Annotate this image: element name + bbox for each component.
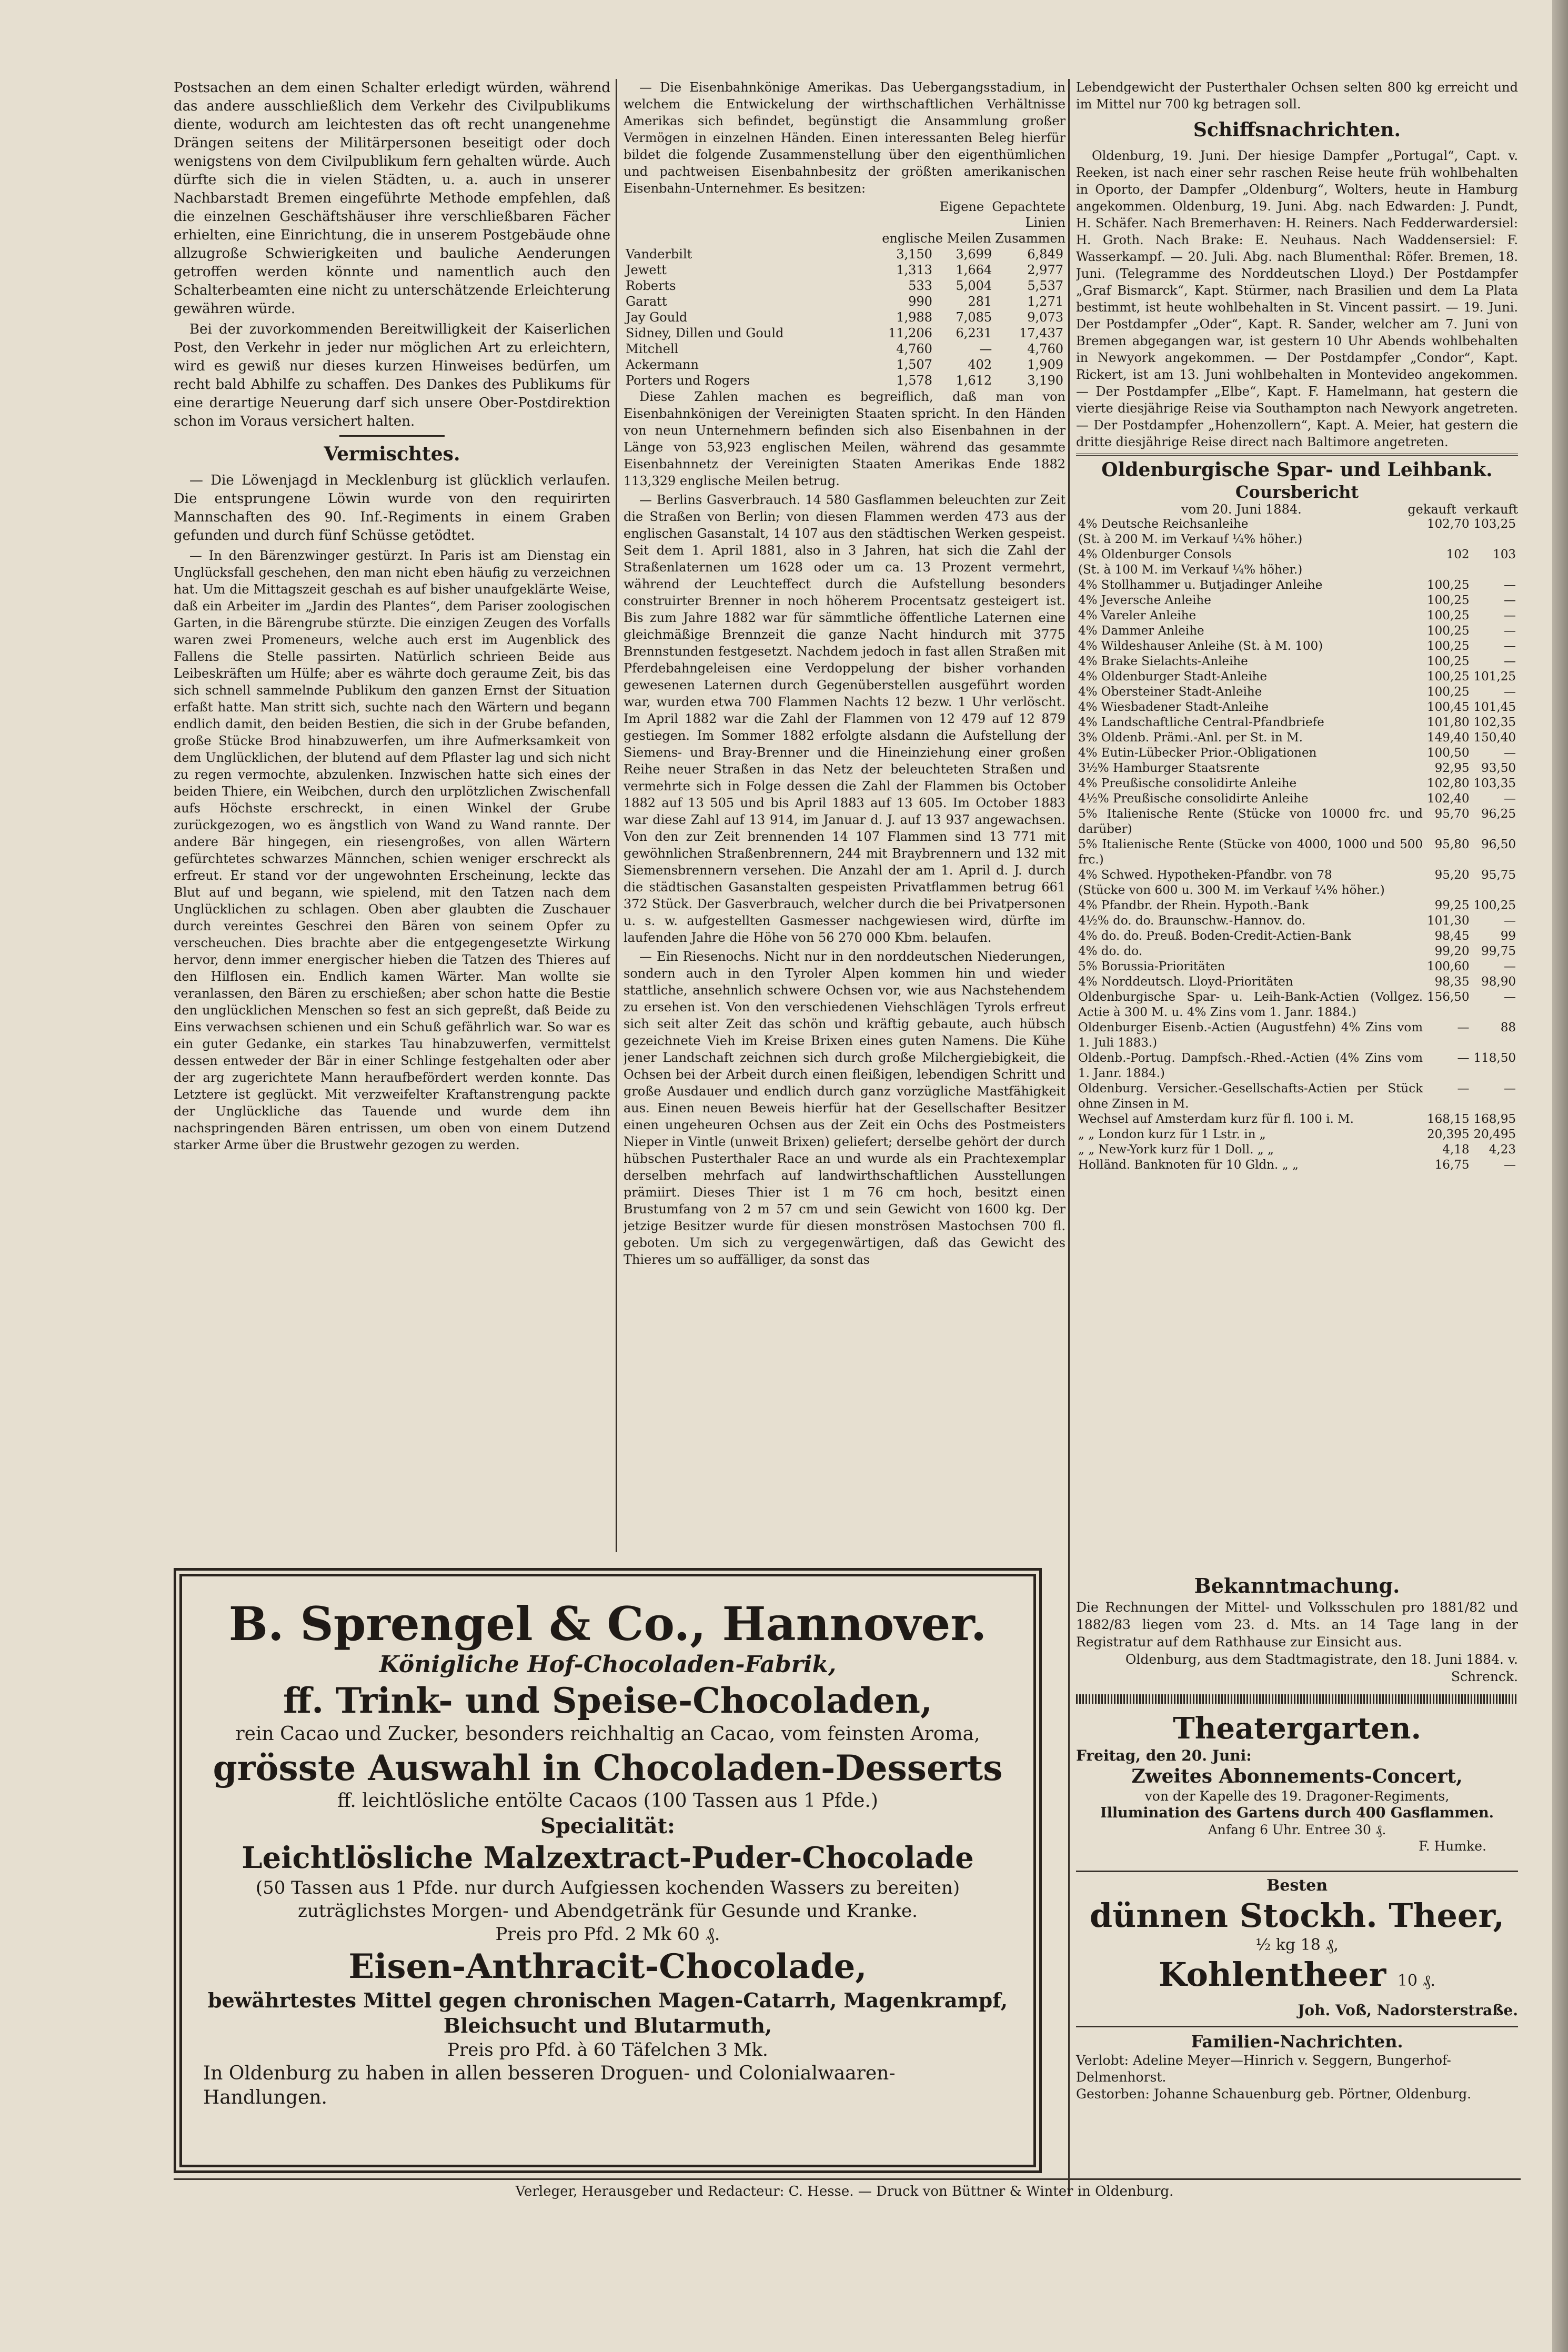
table-cell: 16,75	[1434, 1158, 1470, 1172]
table-cell: 101,25	[1473, 670, 1516, 684]
ad-price: Preis pro Pfd. à 60 Täfelchen 3 Mk.	[447, 2039, 768, 2060]
table-row	[1076, 1051, 1518, 1081]
notice-text: Die Rechnungen der Mittel- und Volksschulen pro 1881/82 und 1882/83 liegen vom 23. d. Mts. an 14 Tage lang in der Registratur auf dem Rathhause zur Einsicht aus.	[1076, 1600, 1518, 1650]
table-row	[1076, 624, 1518, 639]
table-cell: —	[1504, 609, 1516, 622]
table-cell: Holländ. Banknoten für 10 Gldn. „ „	[1078, 1158, 1299, 1172]
table-cell: 103	[1493, 548, 1516, 561]
table-row	[1076, 1081, 1518, 1112]
table-cell: 1,313	[896, 263, 932, 277]
table-cell: 95,70	[1434, 807, 1470, 821]
table-cell: 4% Brake Sielachts-Anleihe	[1078, 655, 1248, 668]
table-cell: —	[1504, 624, 1516, 638]
table-cell: 99,25	[1434, 899, 1470, 912]
table-cell: 102	[1446, 548, 1470, 561]
table-row	[1076, 791, 1518, 807]
table-row	[1076, 837, 1518, 868]
table-row	[624, 373, 1066, 388]
table-row	[1076, 761, 1518, 776]
ad-line: bewährtestes Mittel gegen chronischen Magen-Catarrh, Magenkrampf, Bleichsucht und Blutarmuth,	[208, 1988, 1008, 2037]
table-cell: —	[1504, 990, 1516, 1004]
table-cell: 100,50	[1427, 746, 1470, 760]
table-row	[1076, 547, 1518, 562]
table-cell: Roberts	[626, 278, 676, 293]
table-cell: 4% Wiesbadener Stadt-Anleihe	[1078, 700, 1269, 714]
article-text: Bei der zuvorkommenden Bereitwilligkeit der Kaiserlichen Post, den Verkehr in jeder nur möglichen Art zu erleichtern, wird es gewiß nur dieses kurzen Hinweises bedürfen, um recht bald Abhilfe zu schaffen. Des Dankes des Publikums für eine derartige Neuerung darf sich unsere Ober-Postdirektion schon im Voraus versichert halten.	[174, 321, 610, 429]
theater-line: von der Kapelle des 19. Dragoner-Regiments,	[1144, 1788, 1450, 1804]
table-cell: (St. à 200 M. im Verkauf ¼% höher.)	[1078, 532, 1303, 546]
table-row	[1076, 639, 1518, 654]
table-row	[1076, 944, 1518, 959]
table-row	[1076, 593, 1518, 608]
table-cell: 1,988	[896, 310, 932, 325]
theater-line: Illumination des Gartens durch 400 Gasflammen.	[1100, 1805, 1494, 1821]
table-row	[624, 309, 1066, 325]
table-cell: „ „ New-York kurz für 1 Doll. „ „	[1078, 1143, 1274, 1157]
table-cell: 99,75	[1481, 944, 1516, 958]
table-cell: —	[979, 341, 992, 356]
table-cell: 20,395	[1427, 1128, 1470, 1141]
table-cell: —	[1457, 1082, 1470, 1095]
table-cell: —	[1504, 1082, 1516, 1095]
table-cell: 2,977	[1027, 263, 1063, 277]
table-cell: 17,437	[1019, 326, 1063, 340]
table-cell: —	[1504, 746, 1516, 760]
table-cell: 5% Borussia-Prioritäten	[1078, 960, 1225, 973]
table-header: Eigene Gepachtete Linien englische Meilen Zusammen	[882, 199, 1066, 246]
theater-heading: Theatergarten.	[1173, 1711, 1421, 1746]
table-cell: 100,25	[1427, 624, 1470, 638]
ad-line: (50 Tassen aus 1 Pfde. nur durch Aufgiessen kochenden Wassers zu bereiten) zuträglichstes Morgen- und Abendgetränk für Gesunde und Kranke.	[255, 1877, 960, 1922]
table-cell: 4% do. do. Preuß. Boden-Credit-Actien-Bank	[1078, 929, 1351, 943]
page-edge	[1552, 0, 1568, 2352]
table-cell: 1,664	[956, 263, 992, 277]
table-cell: 5% Italienische Rente (Stücke von 4000, 1000 und 500 frc.)	[1078, 838, 1423, 867]
table-row	[1076, 562, 1518, 578]
table-cell: 4½% Preußische consolidirte Anleihe	[1078, 792, 1309, 806]
table-cell: Sidney, Dillen und Gould	[626, 326, 784, 340]
table-cell: 9,073	[1027, 310, 1063, 325]
theater-date: Freitag, den 20. Juni:	[1076, 1747, 1252, 1764]
table-cell: 4,18	[1442, 1143, 1470, 1157]
table-cell: 100,25	[1427, 655, 1470, 668]
notice-block	[1076, 1573, 1518, 1685]
section-heading: Schiffsnachrichten.	[1193, 119, 1401, 141]
tar-best: Besten	[1266, 1876, 1328, 1895]
table-row	[1076, 608, 1518, 624]
table-row	[624, 278, 1066, 294]
table-cell: 101,80	[1427, 716, 1470, 729]
table-cell: 103,25	[1473, 517, 1516, 531]
table-cell: 96,25	[1481, 807, 1516, 821]
section-heading: Vermischtes.	[324, 443, 460, 465]
ad-line: Leichtlösliche Malzextract-Puder-Chocolade	[242, 1841, 974, 1875]
ad-line: In Oldenburg zu haben in allen besseren Droguen- und Colonialwaaren-Handlungen.	[203, 2063, 896, 2108]
divider	[1076, 2026, 1518, 2027]
divider	[1076, 1871, 1518, 1872]
table-row	[1076, 685, 1518, 700]
bottom-rule	[174, 2178, 1521, 2180]
table-row	[1076, 715, 1518, 730]
table-cell: 93,50	[1481, 761, 1516, 775]
table-row	[1076, 1158, 1518, 1173]
table-cell: 4,760	[896, 341, 932, 356]
table-cell	[1472, 883, 1518, 898]
bank-heading: Oldenburgische Spar- und Leihbank.	[1101, 459, 1493, 481]
table-cell: —	[1504, 960, 1516, 973]
table-row	[1076, 883, 1518, 898]
table-cell: 4% Schwed. Hypotheken-Pfandbr. von 78	[1078, 868, 1332, 882]
article-text: Diese Zahlen machen es begreiflich, daß man von Eisenbahnkönigen der Vereinigten Staaten spricht. In den Händen von neun Unternehmern befinden sich also Eisenbahnen in der Länge von 53,923 englischen Meilen, während das gesammte Eisenbahnnetz der Vereinigten Staaten Amerikas Ende 1882 113,329 englische Meilen betrug.	[624, 389, 1066, 488]
table-cell: 99,20	[1434, 944, 1470, 958]
table-cell: 4,23	[1489, 1143, 1516, 1157]
table-row	[624, 357, 1066, 373]
divider	[339, 435, 445, 437]
table-cell: 3,190	[1027, 373, 1063, 388]
table-cell: 95,75	[1481, 868, 1516, 882]
table-cell: 100,25	[1427, 670, 1470, 684]
table-cell: 4% Obersteiner Stadt-Anleihe	[1078, 685, 1262, 699]
table-cell: —	[1504, 792, 1516, 806]
shipping-news: Oldenburg, 19. Juni. Der hiesige Dampfer „Portugal“, Capt. v. Reeken, ist nach einer sehr raschen Reise heute früh wohlbehalten in Oporto, der Dampfer „Oldenburg“, Wolters, heute in Hamburg angekommen. Oldenburg, 19. Juni. Abg. nach Edwarden: J. Pundt, H. Schäfer. Nach Bremerhaven: H. Reiners. Nach Fedderwardersiel: H. Groth. Nach Brake: E. Neuhaus. Nach Waddensersiel: F. Wasserkampf. — 20. Juli. Abg. nach Blumenthal: Röfer. Bremen, 18. Juni. (Telegramme des Norddeutschen Lloyd.) Der Postdampfer „Graf Bismarck“, Kapt. Stürmer, nach Brasilien und dem La Plata bestimmt, ist heute wohlbehalten in St. Vincent passirt. — 19. Juni. Der Postdampfer „Oder“, Kapt. R. Sander, welcher am 7. Juni von Bremen abgegangen war, ist gestern 10 Uhr Abends wohlbehalten in Newyork angekommen. — Der Postdampfer „Condor“, Kapt. Rickert, ist am 13. Juni wohlbehalten in Montevideo angekommen. — Der Postdampfer „Elbe“, Kapt. F. Hamelmann, hat gestern die vierte diesjährige Reise via Southampton nach Newyork angetreten. — Der Postdampfer „Hohenzollern“, Kapt. A. Meier, hat gestern die dritte diesjährige Reise direct nach Baltimore angetreten.	[1076, 148, 1518, 449]
table-cell: (Stücke von 600 u. 300 M. im Verkauf ¼% höher.)	[1078, 883, 1385, 897]
table-row	[1076, 868, 1518, 883]
hatched-divider	[1076, 1694, 1518, 1704]
table-cell: Vanderbilt	[626, 247, 692, 262]
table-cell: 3½% Hamburger Staatsrente	[1078, 761, 1260, 775]
table-cell	[1425, 532, 1471, 547]
table-cell: 103,35	[1473, 777, 1516, 790]
table-cell: 1,578	[896, 373, 932, 388]
chocolate-ad	[174, 1568, 1042, 2173]
table-row	[1076, 807, 1518, 837]
table-cell: 149,40	[1427, 731, 1470, 745]
table-cell: 4% Preußische consolidirte Anleihe	[1078, 777, 1297, 790]
table-cell: 1,909	[1027, 357, 1063, 372]
table-cell: 4% do. do.	[1078, 944, 1143, 958]
table-cell: 168,95	[1473, 1112, 1516, 1126]
table-row	[624, 262, 1066, 278]
table-row	[624, 246, 1066, 262]
table-cell: 102,40	[1427, 792, 1470, 806]
table-cell	[1425, 883, 1471, 898]
table-row	[1076, 1127, 1518, 1142]
table-cell: „ „ London kurz für 1 Lstr. in „	[1078, 1128, 1266, 1141]
table-cell: 6,231	[956, 326, 992, 340]
table-cell: 4% Norddeutsch. Lloyd-Prioritäten	[1078, 975, 1293, 989]
article-text: — Ein Riesenochs. Nicht nur in den norddeutschen Niederungen, sondern auch in den Tyroler Alpen kommen hin und wieder stattliche, ansehnlich schwere Ochsen vor, wie aus Nachstehendem zu ersehen ist. Von den verschiedenen Viehschlägen Tyrols erfreut sich seit alter Zeit das schön und kräftig gebaute, auch hübsch gezeichnete Vieh im Kreise Brixen eines guten Namens. Die Kühe jener Landschaft zeichnen sich durch große Milchergiebigkeit, die Ochsen bei der Arbeit durch einen fleißigen, lebendigen Schritt und große Ausdauer und endlich durch ganz vorzügliche Mastfähigkeit aus. Einen neuen Beweis hierfür hat der Gesellschafter Besitzer einen ungeheuren Ochsen aus der Zeit ein Ochs des Postmeisters Nieper in Vintle (unweit Brixen) geliefert; derselbe gehört der durch hübschen Pusterthaler Race an und wurde als ein Prachtexemplar derselben mehrfach auf landwirthschaftlichen Ausstellungen prämiirt. Dieses Thier ist 1 m 76 cm hoch, besitzt einen Brustumfang von 2 m 57 cm und sein Gewicht von 1600 kg. Der jetzige Besitzer wurde für diesen monströsen Mastochsen 700 fl. geboten. Um sich zu vergegenwärtigen, daß das Gewicht des Thieres um so auffälliger, da sonst das	[624, 949, 1066, 1267]
table-row	[1076, 654, 1518, 669]
table-cell	[1472, 562, 1518, 578]
table-cell: 100,25	[1427, 594, 1470, 607]
table-cell: 118,50	[1473, 1051, 1516, 1065]
table-row	[1076, 776, 1518, 791]
table-cell: 533	[908, 278, 932, 293]
column-rule	[616, 79, 617, 1552]
table-cell: 4% Pfandbr. der Rhein. Hypoth.-Bank	[1078, 899, 1309, 912]
table-cell: 100,25	[1427, 609, 1470, 622]
table-cell: 102,70	[1427, 517, 1470, 531]
table-row	[1076, 1142, 1518, 1158]
tar-coal: Kohlentheer	[1158, 1955, 1386, 1994]
table-cell: 1,612	[956, 373, 992, 388]
family-line: Verlobt: Adeline Meyer—Hinrich v. Seggern, Bungerhof-Delmenhorst.	[1076, 2053, 1451, 2085]
table-cell: —	[1504, 914, 1516, 928]
bank-date-row: vom 20. Juni 1884. gekauft verkauft	[1181, 502, 1518, 517]
table-cell: 11,206	[888, 326, 932, 340]
table-row	[1076, 959, 1518, 974]
table-cell: 156,50	[1427, 990, 1470, 1004]
theater-line: Anfang 6 Uhr. Entree 30 ₰.	[1208, 1822, 1386, 1837]
ad-line: rein Cacao und Zucker, besonders reichhaltig an Cacao, vom feinsten Aroma,	[235, 1723, 980, 1745]
table-cell: 4% Dammer Anleihe	[1078, 624, 1204, 638]
table-row	[1076, 929, 1518, 944]
table-cell: 1,271	[1027, 294, 1063, 309]
table-cell: 4% Deutsche Reichsanleihe	[1078, 517, 1249, 531]
table-cell: 102,80	[1427, 777, 1470, 790]
table-cell: 5,004	[956, 278, 992, 293]
tar-coal-price: 10 ₰.	[1397, 1972, 1436, 1990]
table-row	[1076, 974, 1518, 990]
table-cell: 4% Stollhammer u. Butjadinger Anleihe	[1078, 578, 1323, 592]
table-cell: —	[1504, 685, 1516, 699]
family-news	[1076, 2031, 1518, 2103]
table-cell: 3,150	[896, 247, 932, 262]
family-line: Gestorben: Johanne Schauenburg geb. Pörtner, Oldenburg.	[1076, 2086, 1472, 2102]
table-cell: 4,760	[1027, 341, 1063, 356]
table-cell: 1,507	[896, 357, 932, 372]
table-cell: 7,085	[956, 310, 992, 325]
table-row	[1076, 898, 1518, 913]
table-cell: (St. à 100 M. im Verkauf ¼% höher.)	[1078, 563, 1303, 577]
table-cell: —	[1504, 1158, 1516, 1172]
article-text: Postsachen an dem einen Schalter erledigt würden, während das andere ausschließlich dem Verkehr des Civilpublikums diente, wodurch am leichtesten das oft recht unangenehme Drängen seitens der Militärpersonen beseitigt oder doch wenigstens von dem Civilpublikum fern gehalten würde. Auch dürfte sich die in vielen Städten, u. a. auch in unserer Nachbarstadt Bremen eingeführte Methode empfehlen, daß die einzelnen Geschäftshäuser ihre verschließbaren Fächer erhielten, eine Einrichtung, die in unserem Postgebäude ohne allzugroße Schwierigkeiten und bauliche Aenderungen getroffen werden könnte und namentlich auch den Schalterbeamten eine nicht zu unterschätzende Erleichterung gewähren würde.	[174, 80, 610, 317]
tar-sign: Joh. Voß, Nadorsterstraße.	[1298, 2002, 1518, 2019]
table-row	[1076, 532, 1518, 547]
table-row	[1076, 517, 1518, 532]
table-row	[1076, 990, 1518, 1020]
table-cell: —	[1457, 1021, 1470, 1034]
table-cell: —	[1504, 594, 1516, 607]
table-cell: —	[1504, 578, 1516, 592]
tar-price: ½ kg 18 ₰,	[1255, 1936, 1339, 1954]
article-text: — Berlins Gasverbrauch. 14 580 Gasflammen beleuchten zur Zeit die Straßen von Berlin; von diesen Flammen werden 473 aus der englischen Gasanstalt, 14 107 aus den städtischen Werken gespeist. Seit dem 1. April 1881, also in 3 Jahren, hat sich die Zahl der Straßenlaternen um 1628 oder um ca. 13 Prozent vermehrt, während der Leuchteffect durch die Aufstellung besonders construirter Brenner in noch höherem Procentsatz gesteigert ist. Bis zum Jahre 1882 war für sämmtliche öffentliche Laternen eine gleichmäßige Brennzeit die ganze Nacht hindurch mit 3775 Brennstunden festgesetzt. Nachdem jedoch in fast allen Straßen mit Pferdebahngeleisen eine Verdoppelung der bisher vorhanden gewesenen Laternen durch Gegenüberstellen ausgeführt worden war, wurden etwa 700 Flammen Nachts 12 bezw. 1 Uhr verlöscht. Im April 1882 war die Zahl der Flammen von 12 479 auf 12 879 gestiegen. Im Sommer 1882 erfolgte alsdann die Aufstellung der Siemens- und Bray-Brenner und die Hineinziehung einer großen Reihe neuer Straßen in das Netz der beleuchteten Straßen und vermehrte sich in Folge dessen die Zahl der Flammen bis October 1882 auf 13 505 und bis April 1883 auf 13 605. Im October 1883 war diese Zahl auf 13 914, im Januar d. J. auf 13 937 angewachsen. Von den zur Zeit brennenden 14 107 Flammen sind 13 771 mit gewöhnlichen Straßenbrennern, 244 mit Braybrennern und 132 mit Siemensbrennern versehen. Die Anzahl der am 1. April d. J. durch die städtischen Gasanstalten gespeisten Privatflammen betrug 661 372 Stück. Der Gasverbrauch, welcher durch die bei Privatpersonen u. s. w. aufgestellten Gasmesser nachgewiesen wird, dürfte im laufenden Jahre die Höhe von 56 270 000 Kbm. belaufen.	[624, 492, 1066, 945]
table-cell: 3% Oldenb. Prämi.-Anl. per St. in M.	[1078, 731, 1303, 745]
table-row	[1076, 578, 1518, 593]
table-cell: 96,50	[1481, 838, 1516, 851]
table-cell: Mitchell	[626, 341, 679, 356]
table-cell: 281	[968, 294, 992, 309]
table-cell: Wechsel auf Amsterdam kurz für fl. 100 i. M.	[1078, 1112, 1354, 1126]
column-rule	[1068, 79, 1070, 2194]
notice-heading: Bekanntmachung.	[1194, 1574, 1400, 1597]
railway-table	[624, 246, 1066, 388]
article-text: — Die Löwenjagd in Mecklenburg ist glücklich verlaufen. Die entsprungene Löwin wurde von den requirirten Mannschaften des 90. Inf.-Regiments in einem Graben gefunden und durch fünf Schüsse getödtet.	[174, 473, 610, 544]
table-cell: —	[1504, 639, 1516, 653]
tar-ad	[1076, 1876, 1518, 2020]
table-row	[1076, 913, 1518, 929]
table-cell: 102,35	[1473, 716, 1516, 729]
ad-price: Preis pro Pfd. 2 Mk 60 ₰.	[495, 1924, 720, 1945]
table-cell: 150,40	[1473, 731, 1516, 745]
family-heading: Familien-Nachrichten.	[1191, 2032, 1403, 2052]
table-cell: 4% Oldenburger Consols	[1078, 548, 1232, 561]
table-cell: Oldenb.-Portug. Dampfsch.-Rhed.-Actien (4% Zins vom 1. Janr. 1884.)	[1078, 1051, 1423, 1080]
table-cell: 4½% do. do. Braunschw.-Hannov. do.	[1078, 914, 1306, 928]
table-cell: 990	[908, 294, 932, 309]
table-cell: 4% Vareler Anleihe	[1078, 609, 1197, 622]
table-row	[624, 294, 1066, 309]
table-cell: 95,20	[1434, 868, 1470, 882]
table-cell: 100,60	[1427, 960, 1470, 973]
table-cell: 4% Eutin-Lübecker Prior.-Obligationen	[1078, 746, 1317, 760]
table-cell: 5,537	[1027, 278, 1063, 293]
ad-title: B. Sprengel & Co., Hannover.	[228, 1596, 987, 1651]
table-row	[624, 341, 1066, 357]
table-cell	[1472, 532, 1518, 547]
table-cell: Garatt	[626, 294, 667, 309]
table-cell: Jay Gould	[626, 310, 688, 325]
table-cell: Oldenburgische Spar- u. Leih-Bank-Actien (Vollgez. Actie à 300 M. u. 4% Zins vom 1. Janr. 1884.)	[1078, 990, 1423, 1019]
table-cell: 100,25	[1427, 639, 1470, 653]
table-cell: 6,849	[1027, 247, 1063, 262]
ad-line: Eisen-Anthracit-Chocolade,	[348, 1947, 867, 1986]
column-1	[174, 79, 610, 1552]
divider	[1076, 454, 1518, 456]
table-cell: 95,80	[1434, 838, 1470, 851]
bank-subheading: Coursbericht	[1235, 482, 1359, 502]
column-2	[624, 79, 1066, 1552]
table-cell: —	[1457, 1051, 1470, 1065]
table-cell: 98,35	[1434, 975, 1470, 989]
notice-sign: Oldenburg, aus dem Stadtmagistrate, den 18. Juni 1884. v. Schrenck.	[1125, 1652, 1518, 1684]
table-cell: Oldenburger Eisenb.-Actien (Augustfehn) 4% Zins vom 1. Juli 1883.)	[1078, 1021, 1423, 1050]
table-cell: Ackermann	[626, 357, 699, 372]
table-cell: 100,25	[1427, 685, 1470, 699]
ad-line: grösste Auswahl in Chocoladen-Desserts	[213, 1747, 1003, 1788]
table-cell: 88	[1500, 1021, 1516, 1034]
table-row	[1076, 700, 1518, 715]
ad-subtitle: Königliche Hof-Chocoladen-Fabrik,	[379, 1651, 837, 1678]
table-row	[624, 325, 1066, 341]
imprint: Verleger, Herausgeber und Redacteur: C. Hesse. — Druck von Büttner & Winter in Oldenburg.	[515, 2184, 1174, 2199]
table-cell: 168,15	[1427, 1112, 1470, 1126]
table-cell: —	[1504, 655, 1516, 668]
table-row	[1076, 1112, 1518, 1127]
table-row	[1076, 1020, 1518, 1051]
tar-title: dünnen Stockh. Theer,	[1089, 1896, 1505, 1935]
table-row	[1076, 669, 1518, 685]
column-3	[1076, 79, 1518, 1579]
table-row	[1076, 746, 1518, 761]
table-cell: 100,25	[1427, 578, 1470, 592]
theater-title: Zweites Abonnements-Concert,	[1131, 1765, 1463, 1787]
table-cell: 92,95	[1434, 761, 1470, 775]
table-cell	[1425, 562, 1471, 578]
table-cell: 3,699	[956, 247, 992, 262]
table-cell: 98,45	[1434, 929, 1470, 943]
table-cell: 4% Wildeshauser Anleihe (St. à M. 100)	[1078, 639, 1323, 653]
theater-sign: F. Humke.	[1419, 1838, 1486, 1854]
table-cell: 101,30	[1427, 914, 1470, 928]
table-cell: 4% Landschaftliche Central-Pfandbriefe	[1078, 716, 1324, 729]
table-cell: 20,495	[1473, 1128, 1516, 1141]
theater-ad	[1076, 1710, 1518, 1854]
ad-line: Specialität:	[540, 1814, 675, 1838]
article-text: — In den Bärenzwinger gestürzt. In Paris ist am Dienstag ein Unglücksfall geschehen, den man nicht eben häufig zu verzeichnen hat. Um die Mittagszeit geschah es auf bisher unaufgeklärte Weise, daß ein Arbeiter im „Jardin des Plantes“, dem Pariser zoologischen Garten, in die Bärengrube stürzte. Die einzigen Zeugen des Vorfalls waren zwei Promeneurs, welche auch erst im Augenblick des Fallens die Stelle passirten. Natürlich schrieen Beide aus Leibeskräften um Hülfe; aber es währte doch geraume Zeit, bis das sich schnell sammelnde Publikum den ganzen Ernst der Situation erfaßt hatte. Man stritt sich, suchte nach den Wärtern und begann endlich damit, den beiden Bestien, die sich in der Grube befanden, große Stücke Brod hinabzuwerfen, um ihre Aufmerksamkeit von dem Unglücklichen, der blutend auf dem Pflaster lag und sich nicht zu regen vermochte, abzulenken. Inzwischen hatte sich eines der beiden Thiere, ein Weibchen, durch den urplötzlichen Zwischenfall aufs Höchste erschreckt, in einen Winkel der Grube zurückgezogen, wo es ängstlich von Wand zu Wand rannte. Der andere Bär hingegen, ein riesengroßes, von allen Wärtern gefürchtetes schwarzes Männchen, schien weniger erschreckt als erfreut. Er stand vor der ungewohnten Erscheinung, leckte das Blut auf und begann, wie spielend, mit den Tatzen nach dem Unglücklichen zu schlagen. Oben aber glaubten die Zuschauer durch vereintes Geschrei den Bären von seinem Opfer zu verscheuchen. Dies brachte aber die entgegengesetzte Wirkung hervor, denn immer energischer hieben die Tatzen des Thieres auf den Hilflosen ein. Endlich kamen Wärter. Man wollte sie veranlassen, den Bären zu erschießen; aber schon hatte die Bestie den unglücklichen Menschen so fest an sich gepreßt, daß Beide zu Eins verwachsen schienen und ein Schuß gefährlich war. So war es ein guter Gedanke, ein starkes Tau hinabzuwerfen, vermittelst dessen entweder der Bär in einer Schlinge festgehalten oder aber der arg zugerichtete Mann heraufbefördert werden konnte. Das Letztere ist geglückt. Mit verzweifelter Kraftanstrengung packte der Unglückliche das Tauende und wurde dem ihn nachspringenden Bären entrissen, um oben von einem Dutzend starker Arme über die Brustwehr gezogen zu werden.	[174, 548, 610, 1152]
table-cell: 100,45	[1427, 700, 1470, 714]
table-cell: 4% Oldenburger Stadt-Anleihe	[1078, 670, 1267, 684]
table-cell: Porters und Rogers	[626, 373, 750, 388]
bank-rates-table	[1076, 517, 1518, 1173]
table-cell: 5% Italienische Rente (Stücke von 10000 frc. und darüber)	[1078, 807, 1423, 836]
article-text: Lebendgewicht der Pusterthaler Ochsen selten 800 kg erreicht und im Mittel nur 700 kg betragen soll.	[1076, 80, 1518, 112]
table-cell: 101,45	[1473, 700, 1516, 714]
article-text: — Die Eisenbahnkönige Amerikas. Das Uebergangsstadium, in welchem die Entwickelung der wirthschaftlichen Verhältnisse Amerikas sich befindet, begünstigt die Ansammlung großer Vermögen in einzelnen Händen. Einen interessanten Beleg hierfür bildet die folgende Zusammenstellung über den eigenthümlichen und pachtweisen Eisenbahnbesitz der größten amerikanischen Eisenbahn-Unternehmer. Es besitzen:	[624, 80, 1066, 196]
table-cell: 98,90	[1481, 975, 1516, 989]
table-cell: 99	[1500, 929, 1516, 943]
table-cell: 402	[968, 357, 992, 372]
table-cell: 4% Jeversche Anleihe	[1078, 594, 1211, 607]
table-row	[1076, 730, 1518, 746]
table-cell: 100,25	[1473, 899, 1516, 912]
ad-line: ff. leichtlösliche entölte Cacaos (100 Tassen aus 1 Pfde.)	[337, 1790, 878, 1812]
ad-line: ff. Trink- und Speise-Chocoladen,	[283, 1680, 932, 1721]
table-cell: Jewett	[626, 263, 667, 277]
table-cell: Oldenburg. Versicher.-Gesellschafts-Actien per Stück ohne Zinsen in M.	[1078, 1082, 1423, 1111]
